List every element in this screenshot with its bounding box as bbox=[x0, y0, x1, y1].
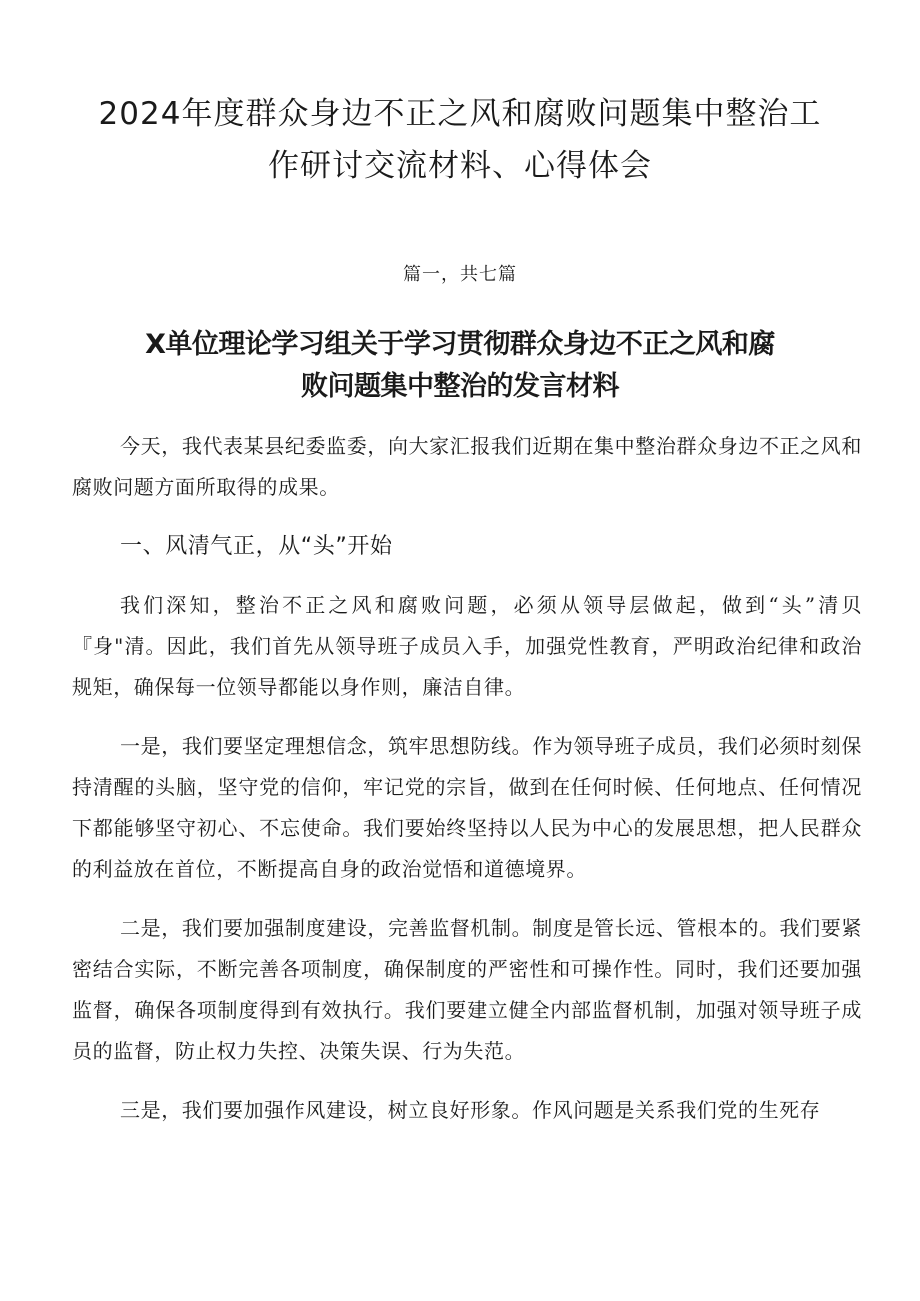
document-title bbox=[60, 88, 860, 192]
part-label: 篇一，共七篇 bbox=[403, 264, 517, 285]
intro-paragraph: 今天，我代表某县纪委监委，向大家汇报我们近期在集中整治群众身边不正之风和腐败问题方面所取得的成果。 bbox=[72, 434, 862, 499]
paragraph-spacer bbox=[72, 708, 862, 726]
section-title-line-1: X单位理论学习组关于学习贯彻群众身边不正之风和腐 bbox=[145, 329, 775, 360]
paragraph-spacer bbox=[72, 1072, 862, 1090]
section-title-line-2: 败问题集中整治的发言材料 bbox=[301, 371, 619, 402]
body-paragraph: 一是，我们要坚定理想信念，筑牢思想防线。作为领导班子成员，我们必须时刻保持清醒的头脑，坚守党的信仰，牢记党的宗旨，做到在任何时候、任何地点、任何情况下都能够坚守初心、不忘使命。我们要始终坚持以人民为中心的发展思想，把人民群众的利益放在首位，不断提高自身的政治觉悟和道德境界。 bbox=[72, 734, 862, 881]
body-paragraph: 我们深知，整治不正之风和腐败问题，必须从领导层做起，做到“头”清贝『身"清。因此，我们首先从领导班子成员入手，加强党性教育，严明政治纪律和政治规矩，确保每一位领导都能以身作则，廉洁自律。 bbox=[72, 593, 862, 699]
document-title-line-2: 作研讨交流材料、心得体会 bbox=[268, 148, 652, 184]
section-title bbox=[100, 324, 820, 408]
document-title-line-1: 2024年度群众身边不正之风和腐败问题集中整治工 bbox=[98, 96, 822, 132]
document-body bbox=[72, 426, 862, 1131]
subheading-1: 一、风清气正，从“头”开始 bbox=[120, 534, 393, 559]
paragraph-spacer bbox=[72, 890, 862, 908]
body-paragraph: 三是，我们要加强作风建设，树立良好形象。作风问题是关系我们党的生死存 bbox=[120, 1098, 821, 1122]
body-paragraph: 二是，我们要加强制度建设，完善监督机制。制度是管长远、管根本的。我们要紧密结合实际，不断完善各项制度，确保制度的严密性和可操作性。同时，我们还要加强监督，确保各项制度得到有效执行。我们要建立健全内部监督机制，加强对领导班子成员的监督，防止权力失控、决策失误、行为失范。 bbox=[72, 916, 862, 1063]
